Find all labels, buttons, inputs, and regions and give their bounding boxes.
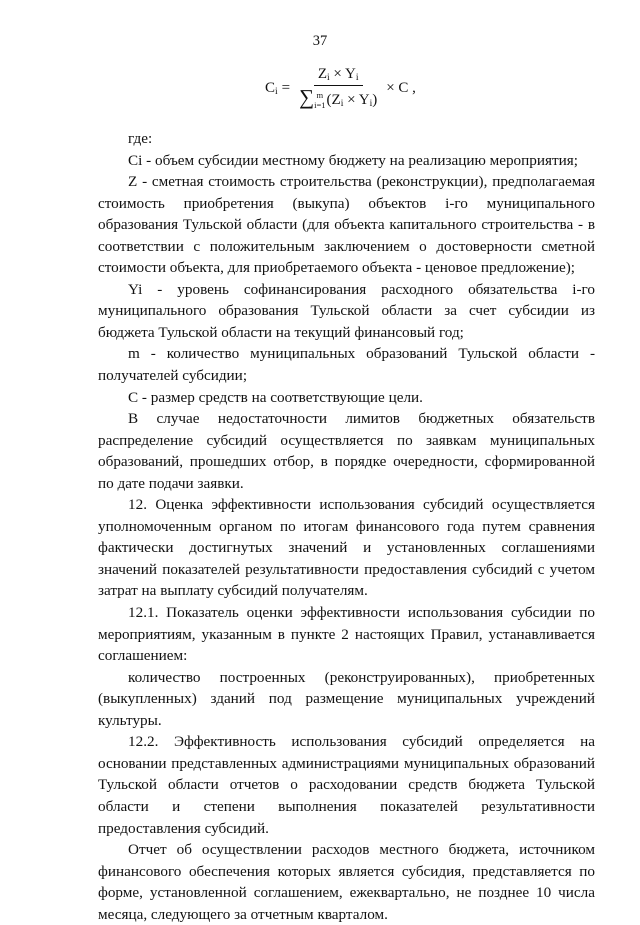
formula-lhs: $C_i$	[265, 79, 278, 97]
paragraph: количество построенных (реконструированных), приобретенных (выкупленных) зданий под размещение муниципальных учреждений культуры.	[98, 668, 595, 729]
sum-symbol: ∑	[299, 84, 315, 109]
paragraph: Отчет об осуществлении расходов местного бюджета, источником финансового обеспечения которых является субсидия, представляется по форме, установленной соглашением, ежеквартально, не позднее 10 числа месяца, следующего за отчетным кварталом.	[98, 841, 595, 923]
formula-numerator: $Z_i \times Y_i$	[314, 66, 363, 86]
paragraph: 12. Оценка эффективности использования субсидий осуществляется уполномоченным органом по итогам финансового года путем сравнения фактически достигнутых значений и установленных соглашениями значений показателей результативности предоставления субсидий с учетом затрат на выплату субсидий получателям.	[98, 496, 595, 600]
page-number: 37	[312, 33, 328, 49]
paragraph: Ci - объем субсидии местному бюджету на реализацию мероприятия;	[128, 151, 578, 169]
formula-denominator: ∑ m i=1 $(Z_i \times Y_i)$	[299, 84, 378, 111]
formula-fraction	[295, 66, 381, 111]
paragraph: 12.1. Показатель оценки эффективности использования субсидии по мероприятиям, указанным в пункте 2 настоящих Правил, устанавливается соглашением:	[98, 604, 595, 665]
paragraph: C - размер средств на соответствующие цели.	[128, 388, 423, 406]
paragraph: В случае недостаточности лимитов бюджетных обязательств распределение субсидий осуществляется по заявкам муниципальных образований, прошедших отбор, в порядке очередности, сформированной по дате подачи заявки.	[98, 410, 595, 492]
paragraph: Yi - уровень софинансирования расходного обязательства i-го муниципального образования Тульской области за счет субсидии из бюджета Тульской области на текущий финансовый год;	[98, 280, 595, 341]
paragraph: Z - сметная стоимость строительства (реконструкции), предполагаемая стоимость приобретения (выкупа) объектов i-го муниципального образования Тульской области (для объекта капитального строительства - в соответствии с положительным заключением о достоверности сметной стоимости объекта, для приобретаемого объекта - ценовое предложение);	[98, 173, 595, 277]
document-body	[98, 128, 595, 925]
formula-equals: =	[281, 79, 291, 96]
subsidy-formula	[265, 62, 416, 114]
formula-tail: × C ,	[386, 79, 416, 96]
sum-limits: m i=1	[314, 90, 326, 111]
paragraph: 12.2. Эффективность использования субсидий определяется на основании представленных администрациями муниципальных образований Тульской области отчетов о расходовании средств бюджета Тульской области и степени выполнения показателей результативности предоставления субсидий.	[98, 733, 595, 837]
paragraph: m - количество муниципальных образований Тульской области - получателей субсидии;	[98, 345, 595, 385]
paragraph: где:	[128, 130, 153, 147]
